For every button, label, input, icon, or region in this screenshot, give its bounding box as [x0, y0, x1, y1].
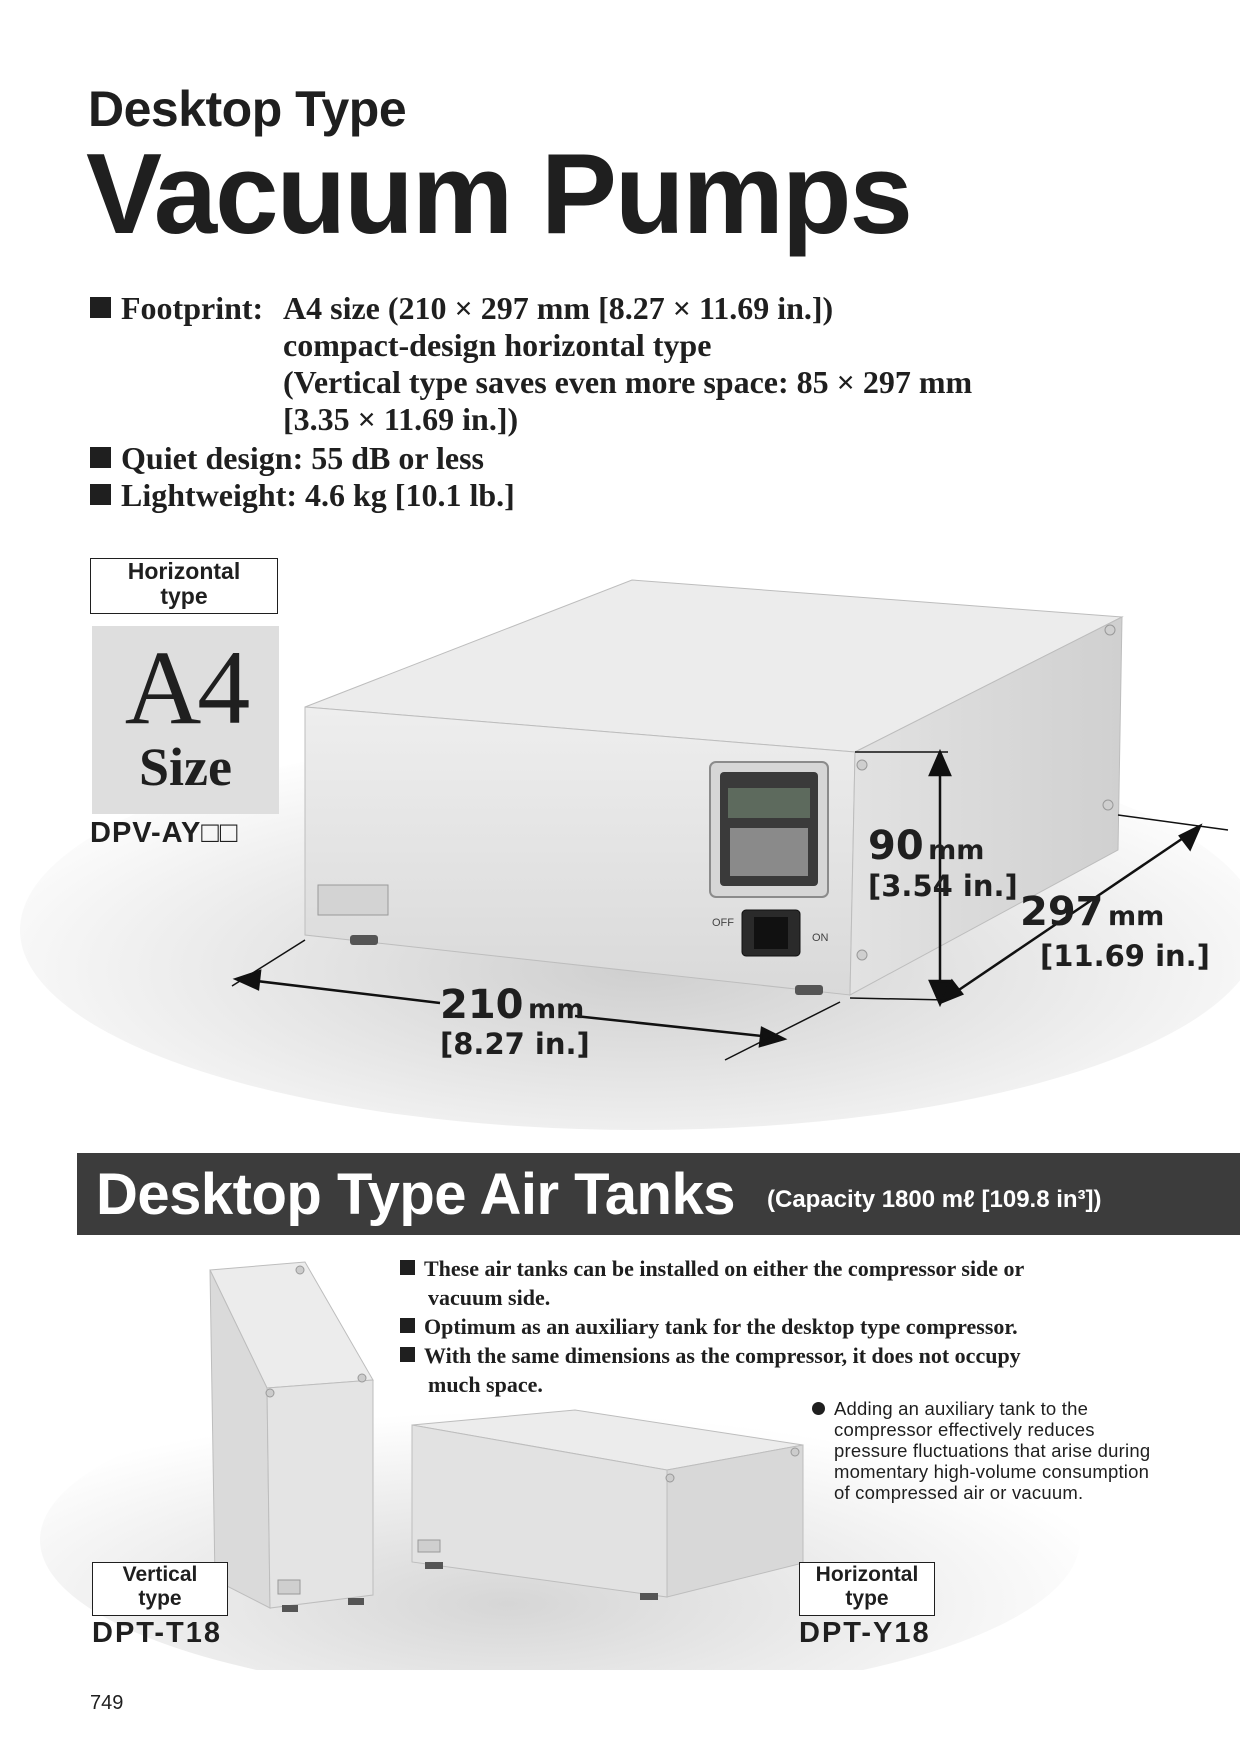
air-tanks-banner [77, 1153, 1240, 1235]
feature-footprint [90, 290, 263, 327]
vertical-type-label [92, 1562, 228, 1616]
type-label-line: Horizontal [815, 1563, 919, 1586]
type-label-line: Vertical [122, 1563, 198, 1586]
bullet-square-icon [400, 1260, 415, 1275]
tank-feature-text: These air tanks can be installed on either the compressor side or [424, 1256, 1025, 1281]
horizontal-tank-model: DPT-Y18 [799, 1617, 931, 1649]
banner-title: Desktop Type Air Tanks [96, 1162, 735, 1227]
type-label-line: type [138, 1587, 182, 1610]
a4-text: A4 [124, 629, 247, 746]
switch-on-label: ON [812, 932, 829, 944]
tank-feature-text: Optimum as an auxiliary tank for the desktop type compressor. [424, 1314, 1018, 1339]
tank-feature-text: With the same dimensions as the compressor, it does not occupy [424, 1343, 1021, 1368]
feature-quiet [90, 440, 484, 477]
bullet-square-icon [90, 484, 111, 505]
feature-lead: Lightweight: 4.6 kg [10.1 lb.] [121, 477, 515, 513]
tank-feature-list [400, 1254, 1160, 1399]
tank-note-text: Adding an auxiliary tank to the compressor effectively reduces pressure fluctuations that arise during momentary high-volume consumption of compressed air or vacuum. [834, 1398, 1151, 1503]
dim-unit: mm [1107, 901, 1165, 932]
feature-footprint-line: [3.35 × 11.69 in.]) [283, 401, 519, 437]
width-dimension-inch: [8.27 in.] [440, 1027, 590, 1061]
page-number: 749 [90, 1692, 124, 1714]
a4-size-badge [92, 626, 279, 814]
feature-footprint-line: A4 size (210 × 297 mm [8.27 × 11.69 in.]) [283, 290, 834, 326]
tank-feature-item [400, 1341, 1160, 1370]
dim-value: 210 [440, 982, 524, 1028]
tank-note [812, 1398, 1152, 1503]
depth-dimension [1020, 889, 1165, 935]
horizontal-tank-type-label [799, 1562, 935, 1616]
tank-feature-item [400, 1312, 1160, 1341]
page-title: Vacuum Pumps [86, 131, 911, 258]
bullet-square-icon [90, 297, 111, 318]
dim-value: 297 [1020, 889, 1104, 935]
dim-unit: mm [928, 835, 985, 866]
feature-lead: Quiet design: 55 dB or less [121, 440, 484, 476]
tank-feature-item [400, 1254, 1160, 1283]
size-text: Size [139, 737, 232, 797]
feature-footprint-line: compact-design horizontal type [283, 327, 712, 363]
feature-lightweight [90, 477, 515, 514]
bullet-dot-icon [812, 1402, 825, 1415]
bullet-square-icon [400, 1347, 415, 1362]
type-label-line: type [160, 583, 208, 609]
page-kicker: Desktop Type [88, 81, 407, 137]
bullet-square-icon [90, 447, 111, 468]
feature-lead: Footprint: [121, 290, 264, 326]
vertical-tank-model: DPT-T18 [92, 1617, 223, 1649]
feature-footprint-line: (Vertical type saves even more space: 85 × 297 mm [283, 364, 973, 400]
width-dimension [440, 982, 585, 1028]
height-dimension-inch: [3.54 in.] [868, 869, 1018, 903]
dim-unit: mm [527, 994, 585, 1025]
banner-capacity: (Capacity 1800 mℓ [109.8 in³]) [767, 1186, 1102, 1213]
dim-value: 90 [868, 823, 924, 869]
type-label-line: Horizontal [127, 558, 241, 584]
switch-off-label: OFF [712, 917, 734, 929]
height-dimension [868, 823, 985, 869]
type-label-line: type [845, 1587, 889, 1610]
depth-dimension-inch: [11.69 in.] [1040, 939, 1210, 973]
pump-model: DPV-AY□□ [90, 817, 239, 849]
horizontal-type-label [90, 558, 278, 614]
tank-feature-text: much space. [428, 1372, 543, 1397]
bullet-square-icon [400, 1318, 415, 1333]
tank-feature-text: vacuum side. [428, 1285, 551, 1310]
